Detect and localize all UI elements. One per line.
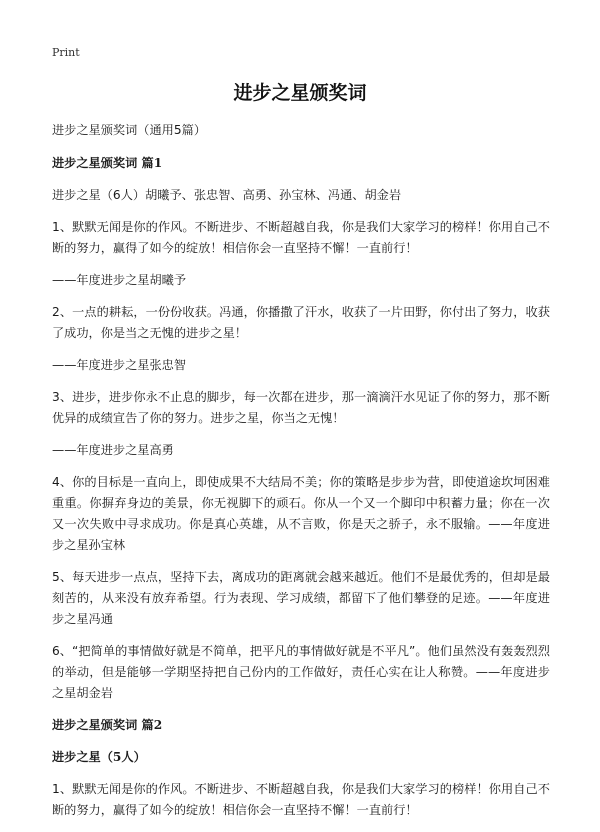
section-1-paragraph-4: 4、你的目标是一直向上，即使成果不大结局不美；你的策略是步步为营，即使道途坎坷困难重重。你摒弃身边的美景，你无视脚下的顽石。你从一个又一个脚印中积蓄力量；你在一次又一次失败中寻求成功。你是真心英雄，从不言败，你是天之骄子，永不服输。——年度进步之星孙宝林 [52, 475, 550, 552]
section-2-intro: 进步之星（5人） [52, 750, 146, 764]
section-1-paragraph-6: 6、“把简单的事情做好就是不简单，把平凡的事情做好就是不平凡”。他们虽然没有轰轰烈烈的举动，但是能够一学期坚持把自己份内的工作做好，责任心实在让人称赞。——年度进步之星胡金岩 [52, 644, 550, 700]
section-1-paragraph-2: 2、一点的耕耘，一份份收获。冯通，你播撒了汗水，收获了一片田野，你付出了努力，收获了成功，你是当之无愧的进步之星！ [52, 305, 550, 340]
document-title: 进步之星颁奖词 [233, 82, 367, 104]
section-1-signature-2: ——年度进步之星张忠智 [52, 358, 187, 372]
section-1-signature-1: ——年度进步之星胡曦予 [52, 273, 187, 287]
section-1-paragraph-1: 1、默默无闻是你的作风。不断进步、不断超越自我，你是我们大家学习的榜样！你用自己不断的努力，赢得了如今的绽放！相信你会一直坚持不懈！一直前行！ [52, 220, 550, 255]
section-1-heading: 进步之星颁奖词 篇1 [52, 156, 163, 170]
section-1-paragraph-3: 3、进步，进步你永不止息的脚步，每一次都在进步，那一滴滴汗水见证了你的努力，那不断优异的成绩宣告了你的努力。进步之星，你当之无愧！ [52, 390, 550, 425]
section-2-heading: 进步之星颁奖词 篇2 [52, 718, 163, 732]
document-subtitle: 进步之星颁奖词（通用5篇） [52, 123, 207, 137]
print-label: Print [52, 46, 80, 59]
section-1-paragraph-5: 5、每天进步一点点，坚持下去，离成功的距离就会越来越近。他们不是最优秀的，但却是最刻苦的，从来没有放弃希望。行为表现、学习成绩，都留下了他们攀登的足迹。——年度进步之星冯通 [52, 570, 550, 626]
document-body [52, 120, 550, 832]
section-2-paragraph-1: 1、默默无闻是你的作风。不断进步、不断超越自我，你是我们大家学习的榜样！你用自己不断的努力，赢得了如今的绽放！相信你会一直坚持不懈！一直前行！ [52, 782, 550, 817]
section-1-intro: 进步之星（6人）胡曦予、张忠智、高勇、孙宝林、冯通、胡金岩 [52, 188, 402, 202]
section-1-signature-3: ——年度进步之星高勇 [52, 443, 174, 457]
